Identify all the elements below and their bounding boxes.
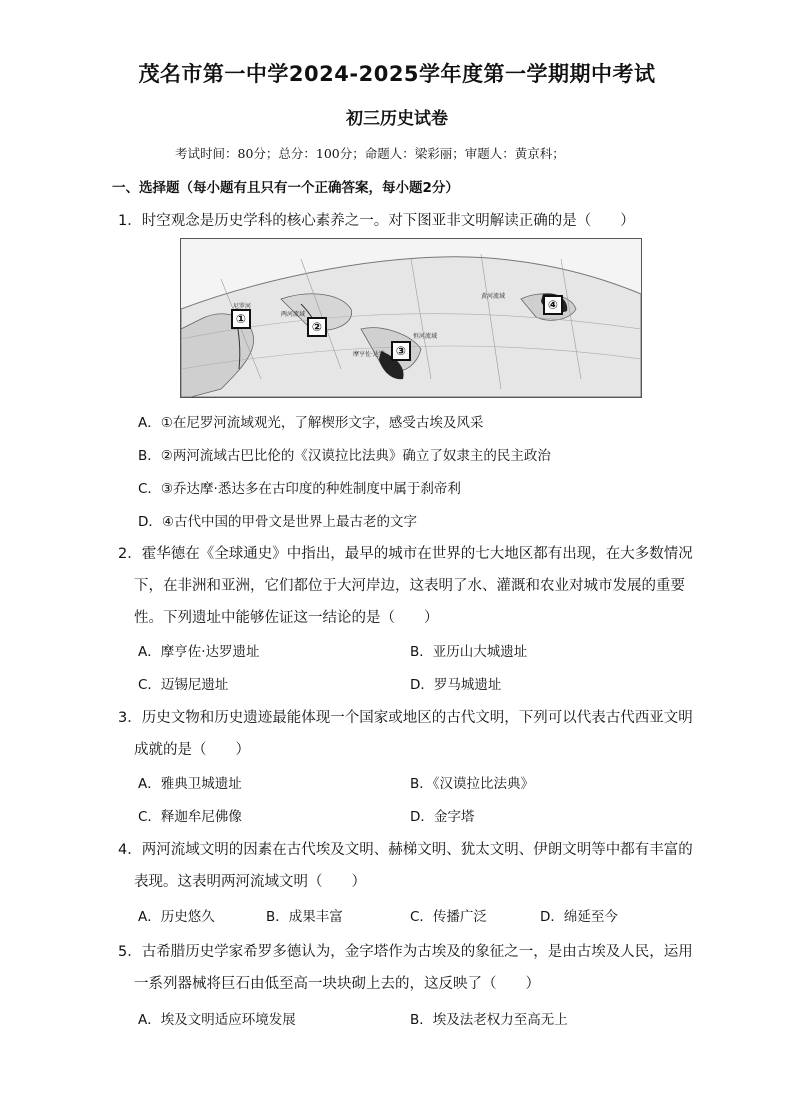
map-label-yellow-river: 黄河流域 bbox=[481, 293, 506, 300]
q5-option-b[interactable]: B．埃及法老权力至高无上 bbox=[410, 1012, 568, 1028]
q1-option-a[interactable]: A．①在尼罗河流域观光，了解楔形文字，感受古埃及风采 bbox=[138, 415, 484, 431]
map-marker-3: ③ bbox=[391, 341, 411, 361]
section-heading: 一、选择题（每小题有且只有一个正确答案，每小题2分） bbox=[112, 180, 459, 196]
map-marker-2: ② bbox=[307, 317, 327, 337]
question-2-stem-line-3: 性。下列遗址中能够佐证这一结论的是（ ） bbox=[134, 610, 439, 626]
map-label-ganges: 恒河流域 bbox=[413, 333, 438, 340]
question-5-stem-line-1: 5．古希腊历史学家希罗多德认为，金字塔作为古埃及的象征之一，是由古埃及人民，运用 bbox=[118, 944, 693, 960]
question-2-stem-line-1: 2．霍华德在《全球通史》中指出，最早的城市在世界的七大地区都有出现，在大多数情况 bbox=[118, 546, 693, 562]
question-1-stem: 1．时空观念是历史学科的核心素养之一。对下图亚非文明解读正确的是（ ） bbox=[118, 213, 635, 229]
q1-option-c[interactable]: C．③乔达摩·悉达多在古印度的种姓制度中属于刹帝利 bbox=[138, 481, 461, 497]
q4-option-d[interactable]: D．绵延至今 bbox=[540, 909, 618, 925]
question-4-stem-line-2: 表现。这表明两河流域文明（ ） bbox=[134, 874, 366, 890]
q2-option-b[interactable]: B．亚历山大城遗址 bbox=[410, 644, 528, 660]
q3-option-b[interactable]: B．《汉谟拉比法典》 bbox=[410, 776, 535, 792]
q5-option-a[interactable]: A．埃及文明适应环境发展 bbox=[138, 1012, 296, 1028]
question-4-stem-line-1: 4．两河流域文明的因素在古代埃及文明、赫梯文明、犹太文明、伊朗文明等中都有丰富的 bbox=[118, 842, 693, 858]
question-2-stem-line-2: 下，在非洲和亚洲，它们都位于大河岸边，这表明了水、灌溉和农业对城市发展的重要 bbox=[134, 578, 685, 594]
map-marker-1: ① bbox=[231, 309, 251, 329]
q2-option-c[interactable]: C．迈锡尼遗址 bbox=[138, 677, 229, 693]
asia-africa-map bbox=[180, 238, 642, 398]
exam-subtitle: 初三历史试卷 bbox=[346, 109, 448, 129]
q2-option-a[interactable]: A．摩亨佐·达罗遗址 bbox=[138, 644, 260, 660]
q1-option-d[interactable]: D．④古代中国的甲骨文是世界上最古老的文字 bbox=[138, 514, 417, 530]
question-3-stem-line-1: 3．历史文物和历史遗迹最能体现一个国家或地区的古代文明，下列可以代表古代西亚文明 bbox=[118, 710, 693, 726]
exam-meta-info: 考试时间：80分；总分：100分；命题人：梁彩丽；审题人：黄京科； bbox=[175, 146, 565, 161]
map-label-mesopotamia: 两河流域 bbox=[281, 311, 306, 318]
q3-option-a[interactable]: A．雅典卫城遗址 bbox=[138, 776, 242, 792]
question-5-stem-line-2: 一系列器械将巨石由低至高一块块砌上去的，这反映了（ ） bbox=[134, 976, 540, 992]
exam-title: 茂名市第一中学2024-2025学年度第一学期期中考试 bbox=[138, 62, 656, 86]
q4-option-c[interactable]: C．传播广泛 bbox=[410, 909, 487, 925]
q3-option-c[interactable]: C．释迦牟尼佛像 bbox=[138, 809, 242, 825]
q2-option-d[interactable]: D．罗马城遗址 bbox=[410, 677, 502, 693]
question-3-stem-line-2: 成就的是（ ） bbox=[134, 742, 250, 758]
q4-option-a[interactable]: A．历史悠久 bbox=[138, 909, 215, 925]
q1-option-b[interactable]: B．②两河流域古巴比伦的《汉谟拉比法典》确立了奴隶主的民主政治 bbox=[138, 448, 551, 464]
map-marker-4: ④ bbox=[543, 295, 563, 315]
q3-option-d[interactable]: D．金字塔 bbox=[410, 809, 475, 825]
map-label-mohenjo-daro: 摩亨佐·达罗 bbox=[353, 351, 385, 358]
map-label-nile: 尼罗河 bbox=[233, 303, 252, 310]
q4-option-b[interactable]: B．成果丰富 bbox=[266, 909, 343, 925]
